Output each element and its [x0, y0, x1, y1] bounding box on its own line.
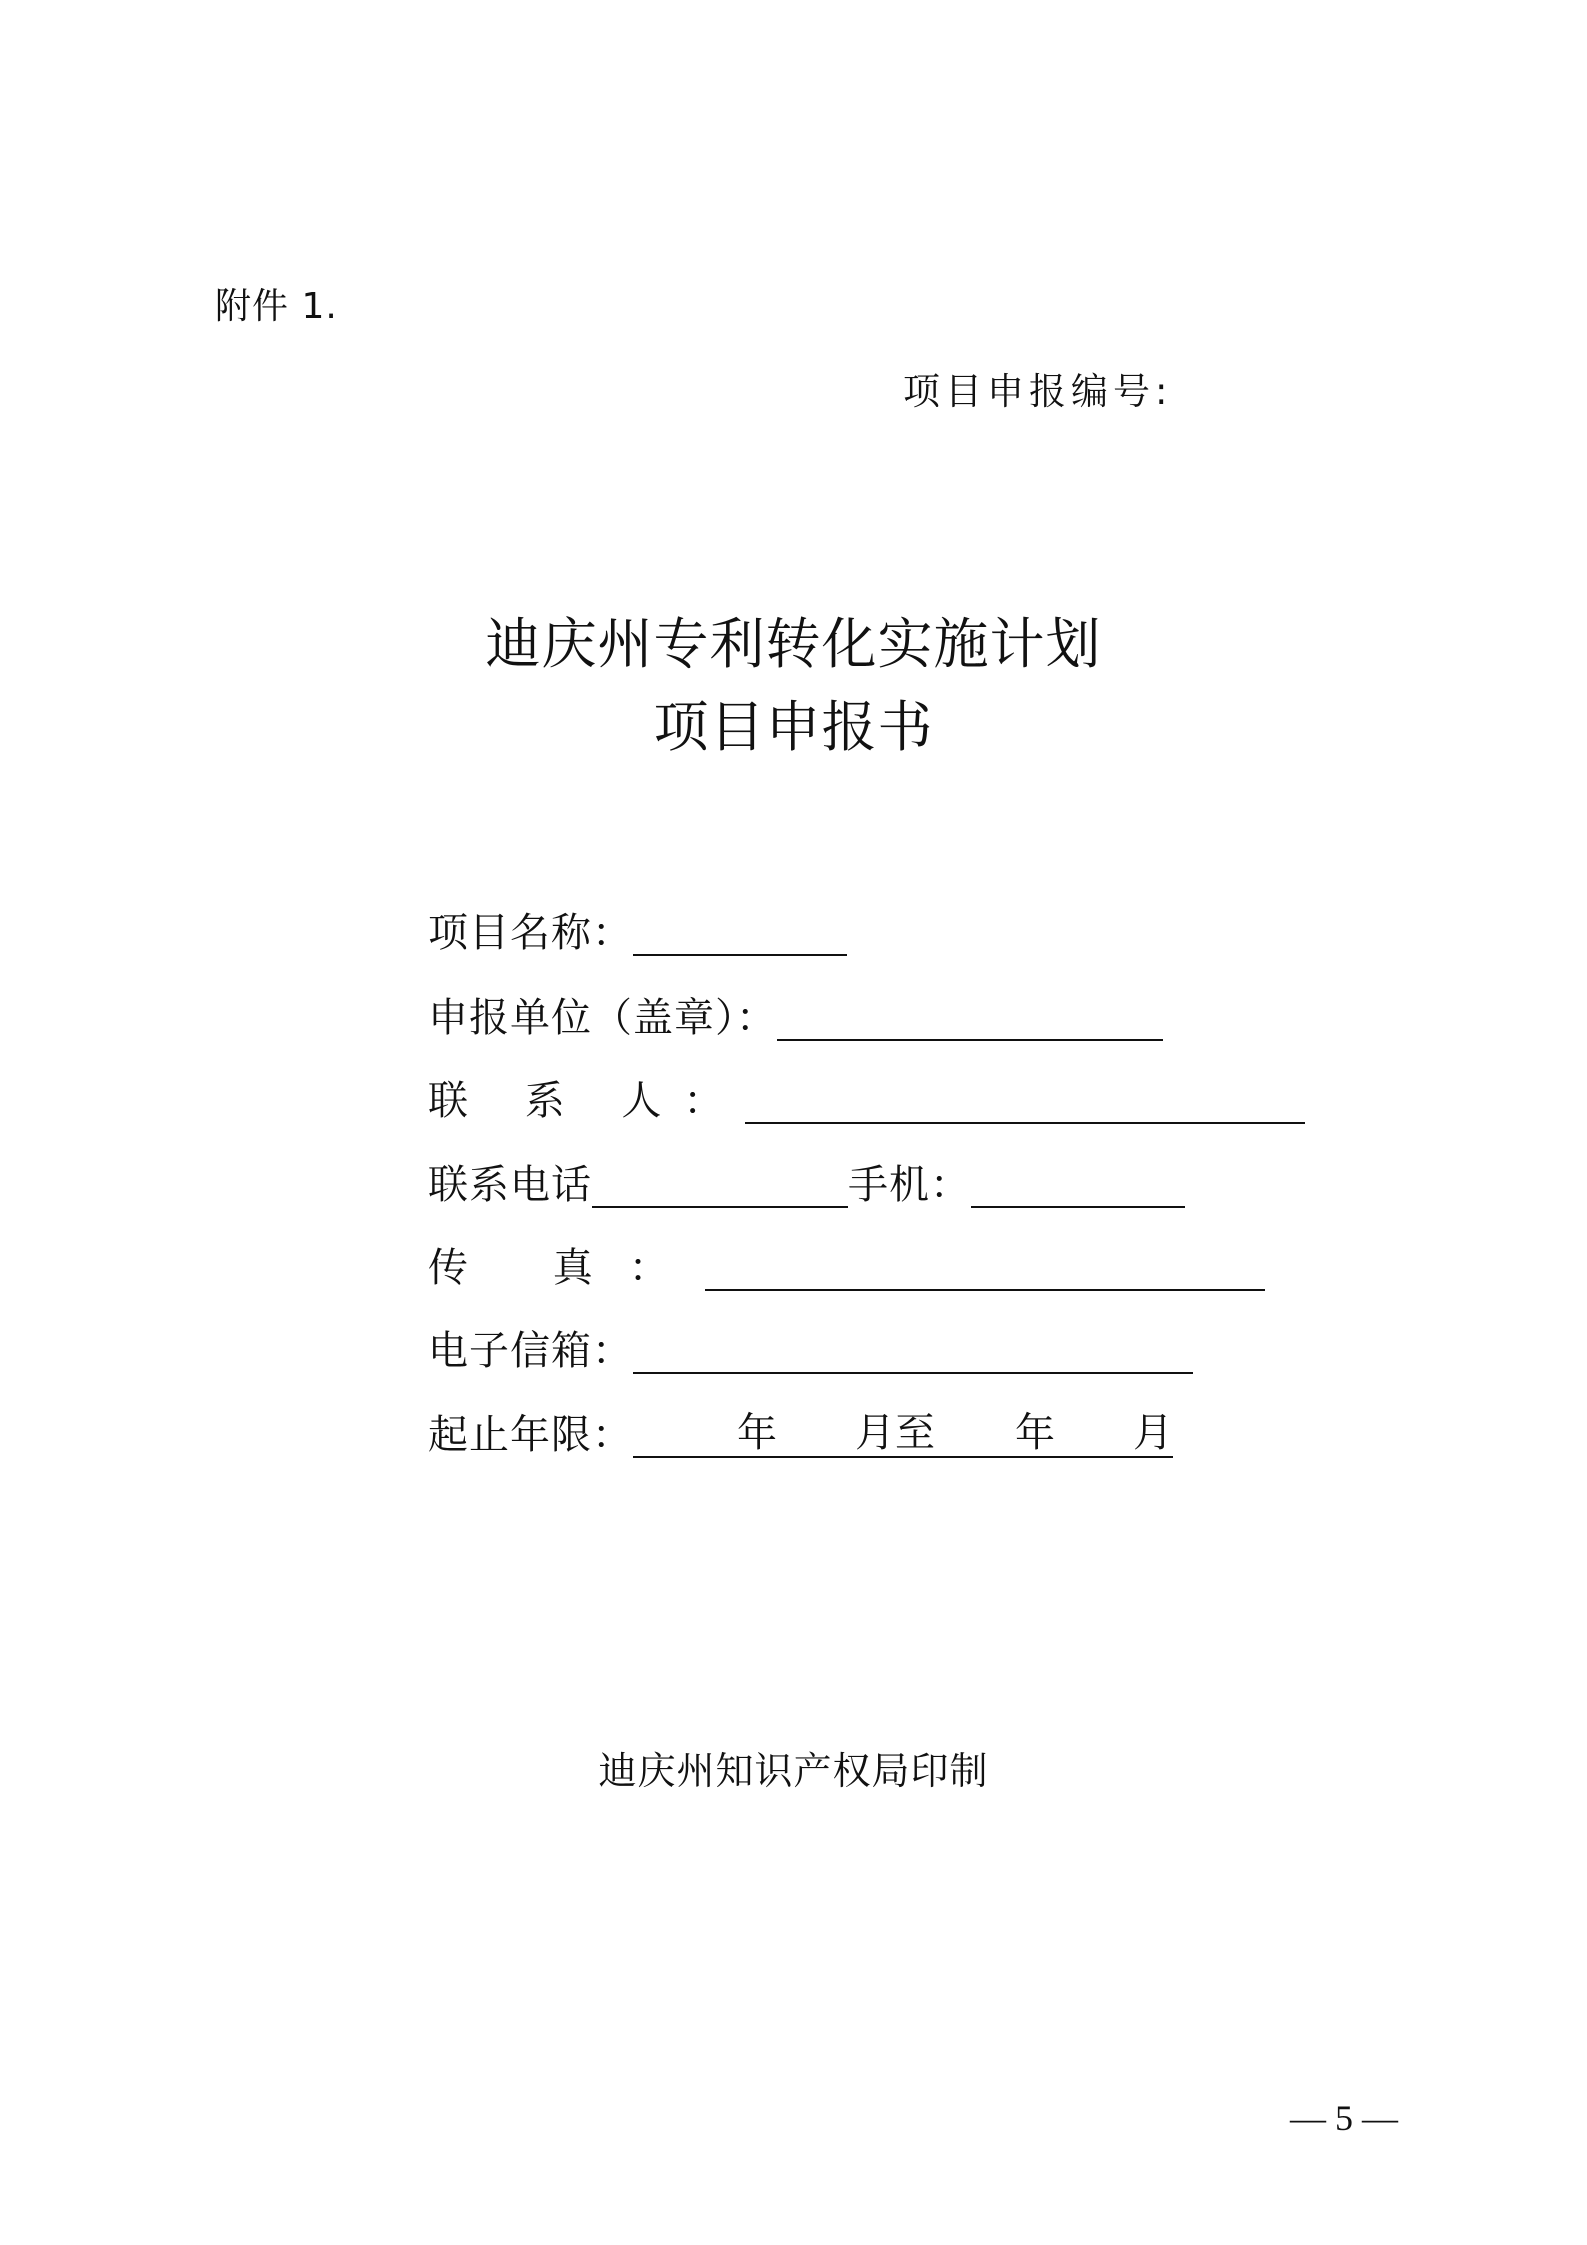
period-year-1: 年 — [737, 1410, 777, 1456]
period-row — [428, 1408, 1173, 1460]
document-title-line-2: 项目申报书 — [653, 695, 934, 759]
period-label: 起止年限： — [428, 1412, 633, 1458]
project-name-row — [428, 906, 847, 958]
document-title-line-1: 迪庆州专利转化实施计划 — [485, 612, 1102, 676]
contact-phone-label: 联系电话 — [428, 1162, 592, 1208]
project-name-label: 项目名称： — [428, 910, 633, 956]
period-month-to: 月至 — [855, 1410, 935, 1456]
applicant-unit-field[interactable] — [777, 991, 1163, 1041]
fax-row — [428, 1241, 1265, 1293]
period-year-2: 年 — [1015, 1410, 1055, 1456]
contact-phone-field[interactable] — [592, 1158, 848, 1208]
contact-person-label: 联 系 人： — [428, 1078, 746, 1124]
project-name-field[interactable] — [633, 906, 847, 956]
mobile-label: 手机： — [848, 1162, 971, 1208]
page-number: — 5 — — [1290, 2098, 1398, 2138]
applicant-unit-row — [428, 991, 1163, 1043]
fax-label: 传 真： — [428, 1245, 705, 1291]
period-field[interactable] — [633, 1408, 1173, 1458]
applicant-unit-label: 申报单位（盖章）： — [428, 995, 777, 1041]
attachment-label: 附件 1. — [215, 286, 338, 327]
contact-phone-row — [428, 1158, 1185, 1210]
email-field[interactable] — [633, 1324, 1193, 1374]
period-month: 月 — [1133, 1410, 1173, 1456]
email-label: 电子信箱： — [428, 1328, 633, 1374]
printed-by-label: 迪庆州知识产权局印制 — [598, 1749, 989, 1793]
fax-field[interactable] — [705, 1241, 1265, 1291]
email-row — [428, 1324, 1193, 1376]
contact-person-row — [428, 1074, 1305, 1126]
mobile-field[interactable] — [971, 1158, 1185, 1208]
contact-person-field[interactable] — [745, 1074, 1305, 1124]
application-number-label: 项目申报编号: — [903, 370, 1173, 413]
